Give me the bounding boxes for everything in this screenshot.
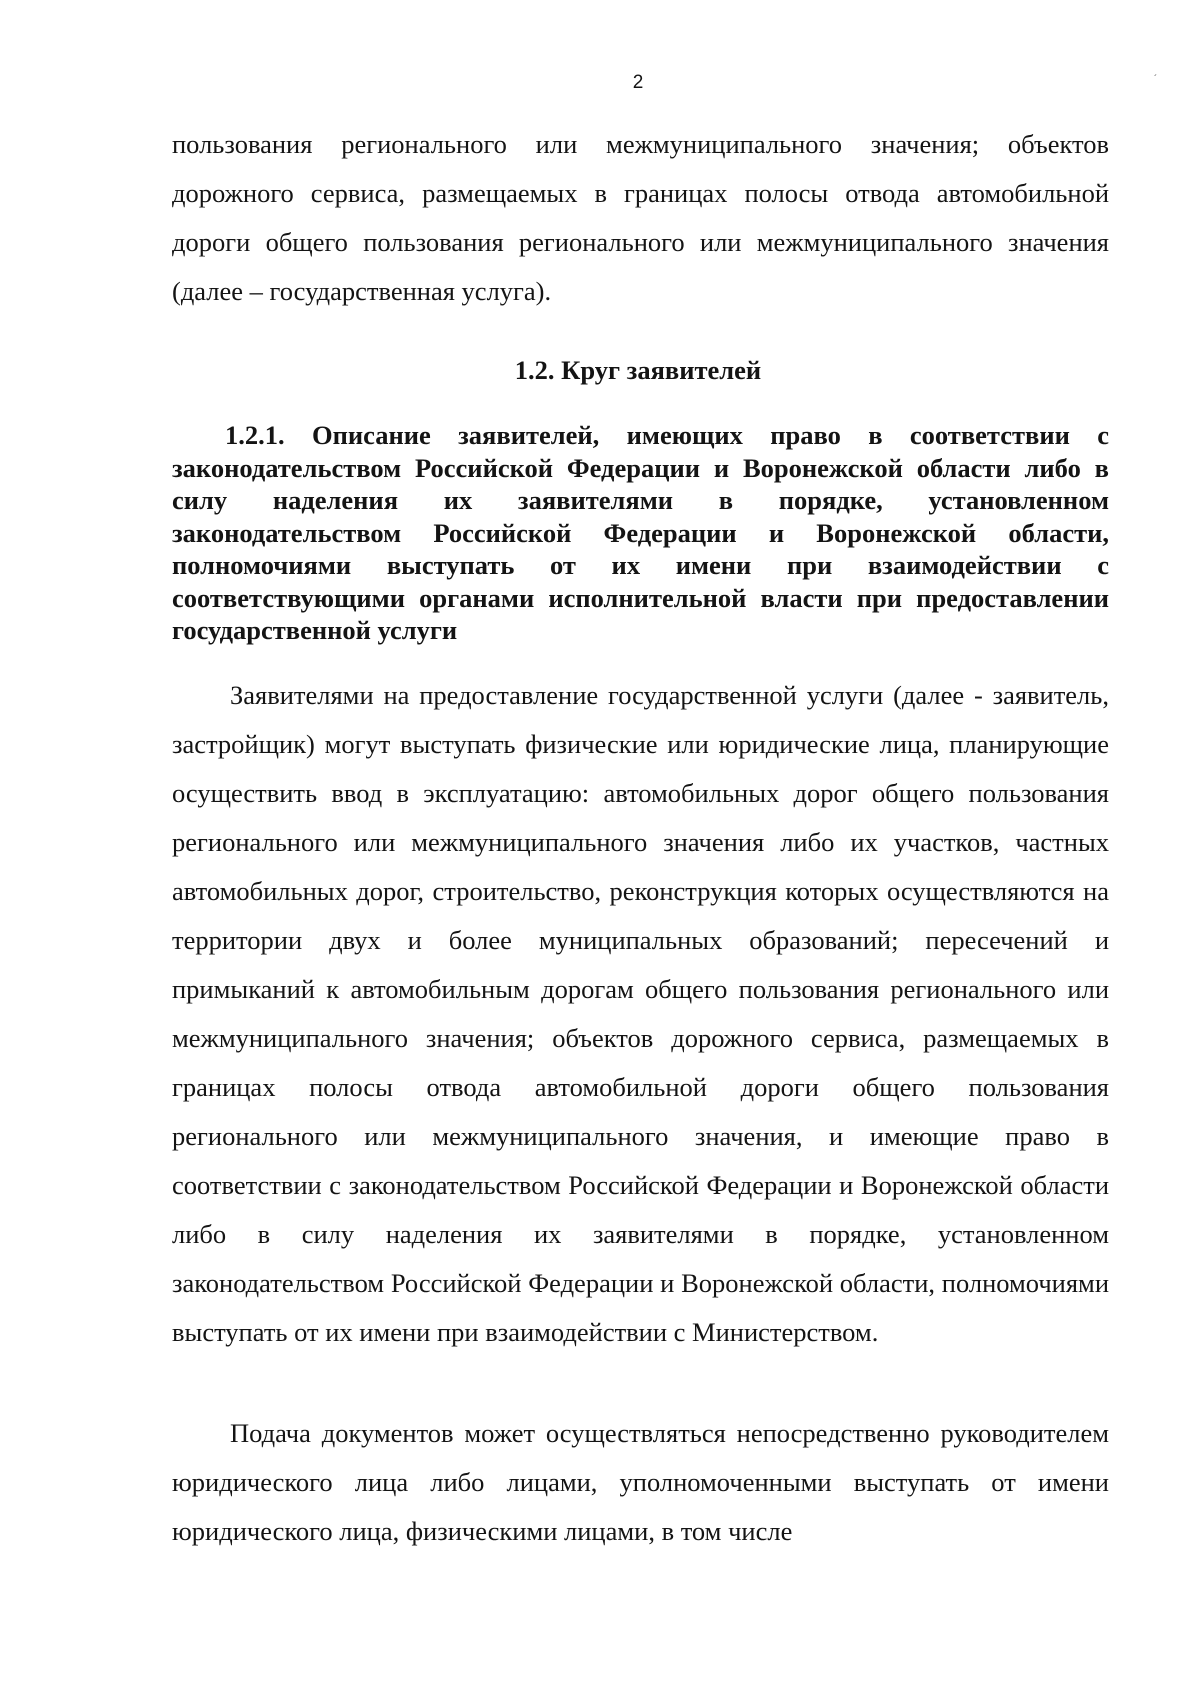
paragraph-applicants: Заявителями на предоставление государственной услуги (далее - заявитель, застройщик) могут выступать физические или юридические лица, планирующие осуществить ввод в эксплуатацию: автомобильных дорог общего пользования регионального или межмуниципального значения либо их участков, частных автомобильных дорог, строительство, реконструкция которых осуществляются на территории двух и более муниципальных образований; пересечений и примыканий к автомобильным дорогам общего пользования регионального или межмуниципального значения; объектов дорожного сервиса, размещаемых в границах полосы отвода автомобильной дороги общего пользования регионального или межмуниципального значения, и имеющие право в соответствии с законодательством Российской Федерации и Воронежской области либо в силу наделения их заявителями в порядке, установленном законодательством Российской Федерации и Воронежской области, полномочиями выступать от их имени при взаимодействии с Министерством. bbox=[172, 680, 1109, 1347]
paragraph-continuation: пользования регионального или межмуниципального значения; объектов дорожного сервиса, размещаемых в границах полосы отвода автомобильной дороги общего пользования регионального или межмуниципального значения (далее – государственная услуга). bbox=[172, 129, 1109, 306]
page-number: 2 bbox=[632, 72, 644, 93]
scan-speck: ´ bbox=[1154, 74, 1158, 85]
paragraph-submission: Подача документов может осуществляться непосредственно руководителем юридического лица либо лицами, уполномоченными выступать от имени юридического лица, физическими лицами, в том числе bbox=[172, 1418, 1109, 1546]
subsection-heading: 1.2.1. Описание заявителей, имеющих право в соответствии с законодательством Российской Федерации и Воронежской области либо в силу наделения их заявителями в порядке, установленном законодательством Российской Федерации и Воронежской области, полномочиями выступать от их имени при взаимодействии с соответствующими органами исполнительной власти при предоставлении государственной услуги bbox=[172, 420, 1109, 645]
section-heading: 1.2. Круг заявителей bbox=[514, 355, 762, 385]
